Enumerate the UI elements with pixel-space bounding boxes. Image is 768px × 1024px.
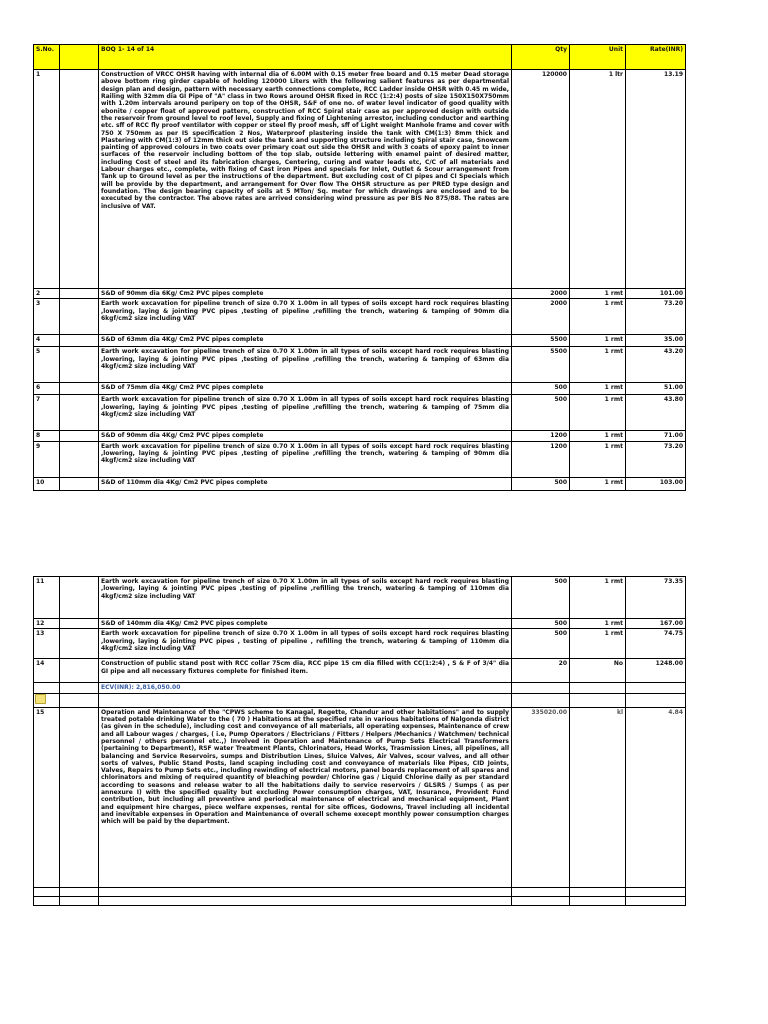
header-qty[interactable]: Qty — [512, 45, 570, 70]
row-rate[interactable]: 43.20 — [626, 347, 686, 383]
ecv-value[interactable]: ECV(INR): 2,816,050.00 — [99, 683, 512, 694]
row-qty[interactable]: 1200 — [512, 431, 570, 441]
row-unit[interactable]: 1 rmt — [570, 431, 626, 441]
row-description[interactable]: S&D of 110mm dia 4Kg/ Cm2 PVC pipes complete — [99, 477, 512, 490]
icon-row — [34, 694, 686, 707]
table-row — [34, 659, 686, 683]
row-description[interactable]: Earth work excavation for pipeline trench of size 0.70 X 1.00m in all types of soils except hard rock requires blasting ,lowering, laying & jointing PVC pipes ,testing of pipeline ,refilling the trench, watering & tamping of 75mm dia 4kgf/cm2 size including VAT — [99, 395, 512, 431]
row-rate[interactable]: 4.84 — [626, 707, 686, 887]
row-description[interactable]: Earth work excavation for pipeline trench of size 0.70 X 1.00m in all types of soils except hard rock requires blasting ,lowering, laying & jointing PVC pipes ,testing of pipeline ,refilling the trench, watering & tamping of 110mm dia 4kgf/cm2 size including VAT — [99, 577, 512, 619]
table-row — [34, 70, 686, 289]
table-row — [34, 395, 686, 431]
row-qty[interactable]: 5500 — [512, 335, 570, 347]
row-qty[interactable]: 500 — [512, 477, 570, 490]
row-rate[interactable]: 73.20 — [626, 299, 686, 335]
row-sno[interactable]: 11 — [34, 577, 60, 619]
row-sno[interactable]: 7 — [34, 395, 60, 431]
row-qty[interactable]: 2000 — [512, 289, 570, 299]
row-qty[interactable]: 1200 — [512, 441, 570, 477]
row-unit[interactable]: 1 rmt — [570, 477, 626, 490]
table-row — [34, 477, 686, 490]
table-row — [34, 707, 686, 887]
table-row — [34, 335, 686, 347]
row-unit[interactable]: 1 rmt — [570, 289, 626, 299]
row-rate[interactable]: 71.00 — [626, 431, 686, 441]
row-description[interactable]: Earth work excavation for pipeline trench of size 0.70 X 1.00m in all types of soils except hard rock requires blasting ,lowering, laying & jointing PVC pipes ,testing of pipeline ,refilling the trench, watering & tamping of 90mm dia 6kgf/cm2 size including VAT — [99, 299, 512, 335]
row-qty[interactable]: 500 — [512, 629, 570, 659]
row-rate[interactable]: 167.00 — [626, 619, 686, 629]
table-row — [34, 383, 686, 395]
row-sno[interactable]: 14 — [34, 659, 60, 683]
row-sno[interactable]: 6 — [34, 383, 60, 395]
table-row — [34, 441, 686, 477]
row-description[interactable]: S&D of 63mm dia 4Kg/ Cm2 PVC pipes complete — [99, 335, 512, 347]
row-description[interactable]: Operation and Maintenance of the "CPWS scheme to Kanagal, Regette, Chandur and other habitations" and to supply treated potable drinking Water to the ( 70 ) Habitations at the specified rate in various habitations of Nalgonda district (as given in the schedule), including cost and conveyance of all materials, all operating expenses, Maintenance of crew and all Labour wages / charges, ( i.e, Pump Operators / Electricians / Fitters / Helpers /Mechanics / Watchmen/ technical personnel / others personnel etc.,) Involved in Operation and Maintenance of Pump Sets Electrical Transformers (pertaining to Department), RSF water Treatment Plants, Chlorinators, Head Works, Trasmission Lines, all pipelines, all balancing and Service Reservoirs, sumps and Distribution Lines, Sluice Valves, Air Valves, scour valves, and all other sorts of valves, Public Stand Posts, land scaping including cost and conveyance of materials like Pipes, CID Joints, Valves, Repairs to Pump Sets etc., including rewinding of electrical motors, panel boards replacement of all spares and chlorinators and mixing of required quantity of bleaching powder/ Chlorine gas / Liquid Chlorine daily as per standard according to seasons and release water to all the habitations daily to service reservoirs / GLSRS / Sumps ( as per annexure I) with the specified quality but excluding Power consumption charges, VAT, Insurance, Provident Fund contribution, but including all preventive and periodical maintenance of electrical and mechanical equipment, Plant and equipment hire charges, piece welfare expenses, rental for site offices, Godowns, Travel including all incidental and inevitable expenses in Operation and Maintenance of overall scheme execept monthly power consumption charges which will be paid by the department. — [99, 707, 512, 887]
row-qty[interactable]: 500 — [512, 577, 570, 619]
table-row — [34, 289, 686, 299]
boq-table-page-2 — [33, 576, 686, 906]
row-description[interactable]: Construction of public stand post with RCC collar 75cm dia, RCC pipe 15 cm dia filled with CC(1:2:4) , S & F of 3/4" dia GI pipe and all necessary fixtures complete for finished item. — [99, 659, 512, 683]
table-row — [34, 347, 686, 383]
row-qty[interactable]: 335020.00 — [512, 707, 570, 887]
row-description[interactable]: S&D of 90mm dia 6Kg/ Cm2 PVC pipes complete — [99, 289, 512, 299]
row-rate[interactable]: 51.00 — [626, 383, 686, 395]
row-unit[interactable]: kl — [570, 707, 626, 887]
row-sno[interactable]: 4 — [34, 335, 60, 347]
row-unit[interactable]: 1 rmt — [570, 619, 626, 629]
row-description[interactable]: S&D of 90mm dia 4Kg/ Cm2 PVC pipes complete — [99, 431, 512, 441]
row-unit[interactable]: No — [570, 659, 626, 683]
row-rate[interactable]: 73.35 — [626, 577, 686, 619]
row-qty[interactable]: 500 — [512, 395, 570, 431]
row-unit[interactable]: 1 rmt — [570, 299, 626, 335]
row-sno[interactable]: 15 — [34, 707, 60, 887]
row-unit[interactable]: 1 rmt — [570, 395, 626, 431]
row-sno[interactable]: 8 — [34, 431, 60, 441]
row-sno[interactable]: 9 — [34, 441, 60, 477]
row-sno[interactable]: 1 — [34, 70, 60, 289]
row-rate[interactable]: 43.80 — [626, 395, 686, 431]
row-rate[interactable]: 73.20 — [626, 441, 686, 477]
row-rate[interactable]: 103.00 — [626, 477, 686, 490]
header-rate[interactable]: Rate(INR) — [626, 45, 686, 70]
row-unit[interactable]: 1 rmt — [570, 347, 626, 383]
header-row — [34, 45, 686, 70]
table-row — [34, 431, 686, 441]
row-unit[interactable]: 1 rmt — [570, 441, 626, 477]
header-boq[interactable]: BOQ 1- 14 of 14 — [99, 45, 512, 70]
boq-table-page-1 — [33, 44, 686, 491]
row-sno[interactable]: 3 — [34, 299, 60, 335]
row-description[interactable]: Construction of VRCC OHSR having with internal dia of 6.00M with 0.15 meter free board and 0.15 meter Dead storage above bottom ring girder capable of holding 120000 Liters with the following salient features as per departmental design plan and design, pattern with necessary earth connections complete, RCC Ladder inside OHSR with 0.45 m wide, Railing with 32mm dia GI Pipe of "A" class in two Rows around OHSR fixed in RCC (1:2:4) posts of size 150X150X750mm with 1.20m intervals around peripery on top of the OHSR, S&F of one no. of water level indicator of good quality with ebonite / copper float of approved pattern, construction of RCC Spiral stair case as per approved design with outside the reservoir from ground level to roof level, Supply and fixing of Lightening arrestor, including conductor and earthing etc. sff of RCC fly proof ventilator with copper or steel fly proof mesh, sff of Light weight Manhole frame and cover with 750 X 750mm as per IS specification 2 Nos, Waterproof plastering inside the tank with CM(1:3) 8mm thick and Plastering with CM(1:3) of 12mm thick out side the tank and supporting structure including Spiral stair case, Snowcem painting of approved colours in two coats over primary coat out side the OHSR and with 3 coats of epoxy paint to inner surfaces of the reservoir including bottom of the top slab, outside lettering with enamel paint of desired matter, including Cost of steel and its fabrication charges, Centering, curing and water leads etc, C/C of all materials and Labour charges etc., complete, with fixing of Cast iron Pipes and specials for Inlet, Outlet & Scour arrangement from Tank up to Ground level as per the instructions of the department. But excluding cost of CI pipes and CI Specials which will be provide by the department, and arrangement for Over flow The OHSR structure as per PRED type design and foundation. The design bearing capacity of soils at 5 MTon/ Sq. meter for which drawings are enclosed and to be executed by the contractor. The above rates are arrived considering wind pressure as per BIS No 875/88. The rates are inclusive of VAT. — [99, 70, 512, 289]
row-unit[interactable]: 1 rmt — [570, 335, 626, 347]
row-unit[interactable]: 1 rmt — [570, 383, 626, 395]
row-rate[interactable]: 1248.00 — [626, 659, 686, 683]
row-qty[interactable]: 2000 — [512, 299, 570, 335]
row-qty[interactable]: 500 — [512, 383, 570, 395]
table-row — [34, 577, 686, 619]
row-unit[interactable]: 1 rmt — [570, 629, 626, 659]
ecv-row — [34, 683, 686, 694]
row-rate[interactable]: 35.00 — [626, 335, 686, 347]
header-unit[interactable]: Unit — [570, 45, 626, 70]
row-sno[interactable]: 13 — [34, 629, 60, 659]
row-rate[interactable]: 13.19 — [626, 70, 686, 289]
row-rate[interactable]: 74.75 — [626, 629, 686, 659]
note-icon[interactable] — [35, 694, 46, 704]
table-row — [34, 619, 686, 629]
row-qty[interactable]: 20 — [512, 659, 570, 683]
empty-row — [34, 887, 686, 896]
row-description[interactable]: S&D of 75mm dia 4Kg/ Cm2 PVC pipes complete — [99, 383, 512, 395]
table-row — [34, 299, 686, 335]
row-unit[interactable]: 1 rmt — [570, 577, 626, 619]
row-sno[interactable]: 5 — [34, 347, 60, 383]
row-description[interactable]: Earth work excavation for pipeline trench of size 0.70 X 1.00m in all types of soils except hard rock requires blasting ,lowering, laying & jointing PVC pipes , testing of pipeline , refilling the trench, watering & tamping of 110mm dia 4kgf/cm2 size including VAT — [99, 629, 512, 659]
row-sno[interactable]: 10 — [34, 477, 60, 490]
row-description[interactable]: Earth work excavation for pipeline trench of size 0.70 X 1.00m in all types of soils except hard rock requires blasting ,lowering, laying & jointing PVC pipes ,testing of pipeline ,refilling the trench, watering & tamping of 90mm dia 4kgf/cm2 size including VAT — [99, 441, 512, 477]
row-unit[interactable]: 1 ltr — [570, 70, 626, 289]
row-qty[interactable]: 500 — [512, 619, 570, 629]
table-row — [34, 629, 686, 659]
row-description[interactable]: S&D of 140mm dia 4Kg/ Cm2 PVC pipes complete — [99, 619, 512, 629]
row-qty[interactable]: 5500 — [512, 347, 570, 383]
header-sno[interactable]: S.No. — [34, 45, 60, 70]
row-qty[interactable]: 120000 — [512, 70, 570, 289]
row-rate[interactable]: 101.00 — [626, 289, 686, 299]
row-sno[interactable]: 2 — [34, 289, 60, 299]
row-sno[interactable]: 12 — [34, 619, 60, 629]
empty-row — [34, 896, 686, 905]
row-description[interactable]: Earth work excavation for pipeline trench of size 0.70 X 1.00m in all types of soils except hard rock requires blasting ,lowering, laying & jointing PVC pipes ,testing of pipeline ,refilling the trench, watering & tamping of 63mm dia 4kgf/cm2 size including VAT — [99, 347, 512, 383]
